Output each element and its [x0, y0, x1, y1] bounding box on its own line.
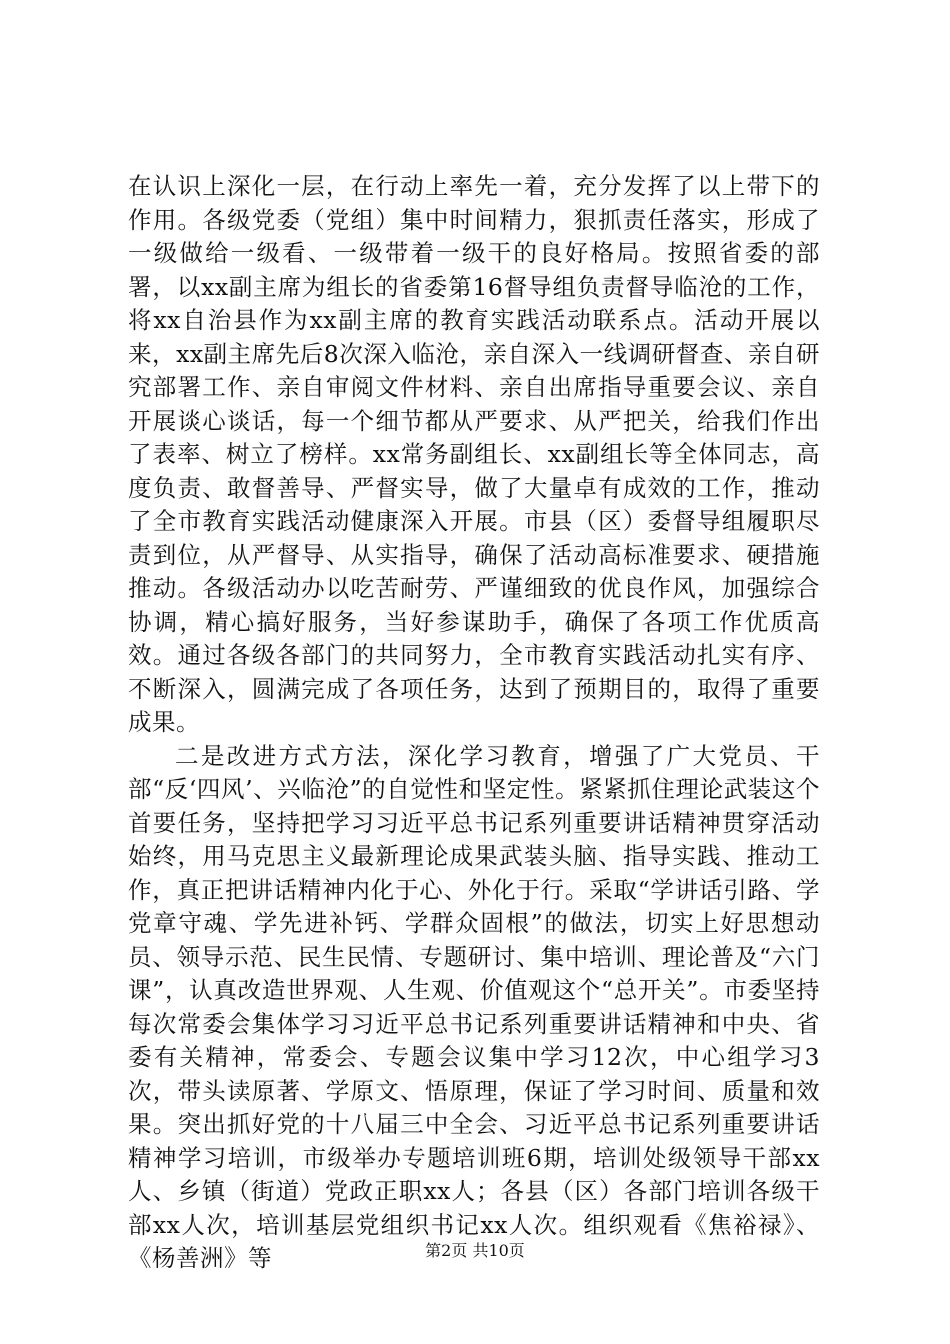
- paragraph-1: 在认识上深化一层，在行动上率先一着，充分发挥了以上带下的作用。各级党委（党组）集中时间精力，狠抓责任落实，形成了一级做给一级看、一级带着一级干的良好格局。按照省委的部署，以xx副主席为组长的省委第16督导组负责督导临沧的工作，将xx自治县作为xx副主席的教育实践活动联系点。活动开展以来，xx副主席先后8次深入临沧，亲自深入一线调研督查、亲自研究部署工作、亲自审阅文件材料、亲自出席指导重要会议、亲自开展谈心谈话，每一个细节都从严要求、从严把关，给我们作出了表率、树立了榜样。xx常务副组长、xx副组长等全体同志，高度负责、敢督善导、严督实导，做了大量卓有成效的工作，推动了全市教育实践活动健康深入开展。市县（区）委督导组履职尽责到位，从严督导、从实指导，确保了活动高标准要求、硬措施推动。各级活动办以吃苦耐劳、严谨细致的优良作风，加强综合协调，精心搞好服务，当好参谋助手，确保了各项工作优质高效。通过各级各部门的共同努力，全市教育实践活动扎实有序、不断深入，圆满完成了各项任务，达到了预期目的，取得了重要成果。: [128, 172, 820, 736]
- page-footer: 第2页 共10页: [425, 1241, 525, 1260]
- paragraph-2: 二是改进方式方法，深化学习教育，增强了广大党员、干部“反‘四风’、兴临沧”的自觉性和坚定性。紧紧抓住理论武装这个首要任务，坚持把学习习近平总书记系列重要讲话精神贯穿活动始终，用马克思主义最新理论成果武装头脑、指导实践、推动工作，真正把讲话精神内化于心、外化于行。采取“学讲话引路、学党章守魂、学先进补钙、学群众固根”的做法，切实上好思想动员、领导示范、民生民情、专题研讨、集中培训、理论普及“六门课”，认真改造世界观、人生观、价值观这个“总开关”。市委坚持每次常委会集体学习习近平总书记系列重要讲话精神和中央、省委有关精神，常委会、专题会议集中学习12次，中心组学习3次，带头读原著、学原文、悟原理，保证了学习时间、质量和效果。突出抓好党的十八届三中全会、习近平总书记系列重要讲话精神学习培训，市级举办专题培训班6期，培训处级领导干部xx人、乡镇（街道）党政正职xx人；各县（区）各部门培训各级干部xx人次，培训基层党组织书记xx人次。组织观看《焦裕禄》、《杨善洲》等: [128, 741, 820, 1272]
- body-text: [128, 170, 820, 1276]
